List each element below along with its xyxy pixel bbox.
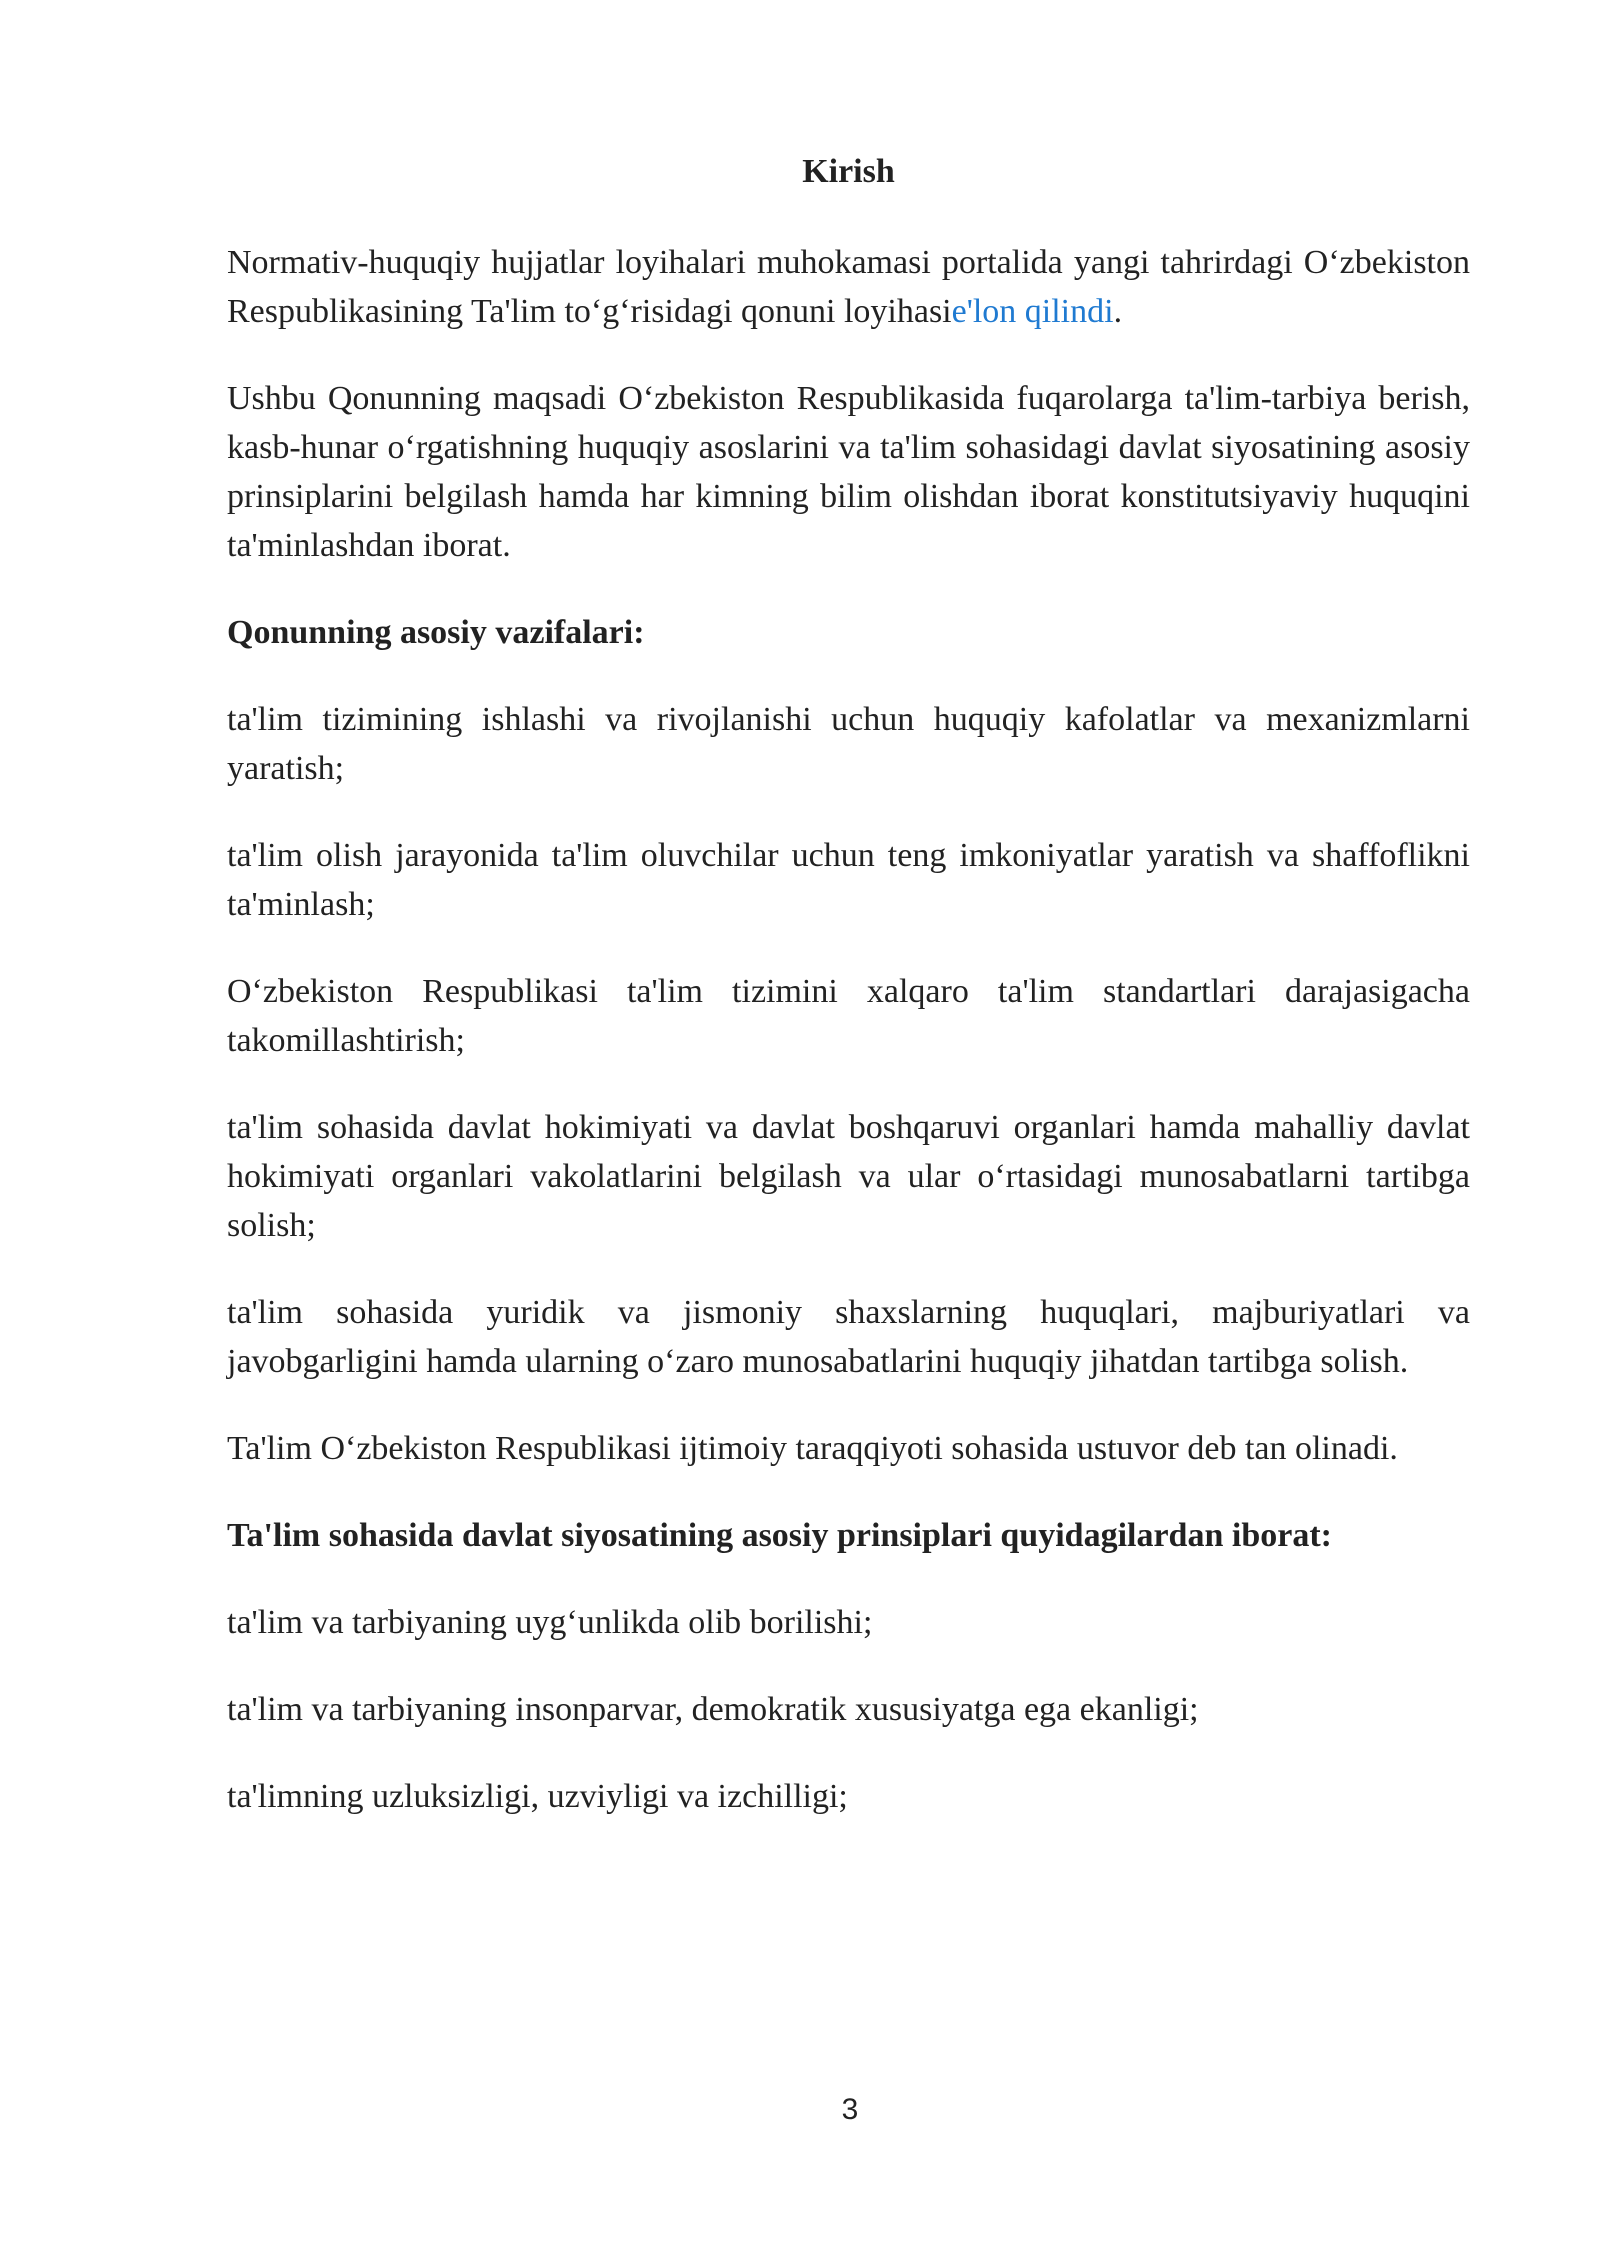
- announcement-link[interactable]: e'lon qilindi: [951, 293, 1114, 330]
- principles-heading: Ta'lim sohasida davlat siyosatining asosiy prinsiplari quyidagilardan iborat:: [227, 1517, 1332, 1554]
- priority-paragraph: Ta'lim O‘zbekiston Respublikasi ijtimoiy taraqqiyoti sohasida ustuvor deb tan olinadi.: [227, 1430, 1398, 1467]
- purpose-paragraph: Ushbu Qonunning maqsadi O‘zbekiston Respublikasida fuqarolarga ta'lim-tarbiya berish, kasb-hunar o‘rgatishning huquqiy asoslarini va ta'lim sohasidagi davlat siyosatining asosiy prinsiplarini belgilash hamda har kimning bilim olishdan iborat konstitutsiyaviy huquqini ta'minlashdan iborat.: [227, 380, 1470, 564]
- tasks-heading: Qonunning asosiy vazifalari:: [227, 614, 645, 651]
- task-item: ta'lim olish jarayonida ta'lim oluvchilar uchun teng imkoniyatlar yaratish va shaffoflikni ta'minlash;: [227, 837, 1470, 923]
- intro-paragraph: [227, 238, 1470, 336]
- principle-item: ta'lim va tarbiyaning uyg‘unlikda olib borilishi;: [227, 1604, 873, 1641]
- task-item: ta'lim sohasida yuridik va jismoniy shaxslarning huquqlari, majburiyatlari va javobgarligini hamda ularning o‘zaro munosabatlarini huquqiy jihatdan tartibga solish.: [227, 1294, 1470, 1380]
- page-title: Kirish: [802, 153, 895, 190]
- principle-item: ta'lim va tarbiyaning insonparvar, demokratik xususiyatga ega ekanligi;: [227, 1691, 1199, 1728]
- page-number: 3: [841, 2093, 859, 2126]
- intro-text: Normativ-huquqiy hujjatlar loyihalari muhokamasi portalida yangi tahrirdagi O‘zbekiston Respublikasining Ta'lim to‘g‘risidagi qonuni loyihasi: [227, 244, 1470, 330]
- principle-item: ta'limning uzluksizligi, uzviyligi va izchilligi;: [227, 1778, 848, 1815]
- task-item: ta'lim tizimining ishlashi va rivojlanishi uchun huquqiy kafolatlar va mexanizmlarni yaratish;: [227, 701, 1470, 787]
- intro-period: .: [1113, 293, 1123, 330]
- page-content: [227, 150, 1470, 1859]
- task-item: ta'lim sohasida davlat hokimiyati va davlat boshqaruvi organlari hamda mahalliy davlat hokimiyati organlari vakolatlarini belgilash va ular o‘rtasidagi munosabatlarni tartibga solish;: [227, 1109, 1470, 1244]
- task-item: O‘zbekiston Respublikasi ta'lim tizimini xalqaro ta'lim standartlari darajasigacha takomillashtirish;: [227, 973, 1470, 1059]
